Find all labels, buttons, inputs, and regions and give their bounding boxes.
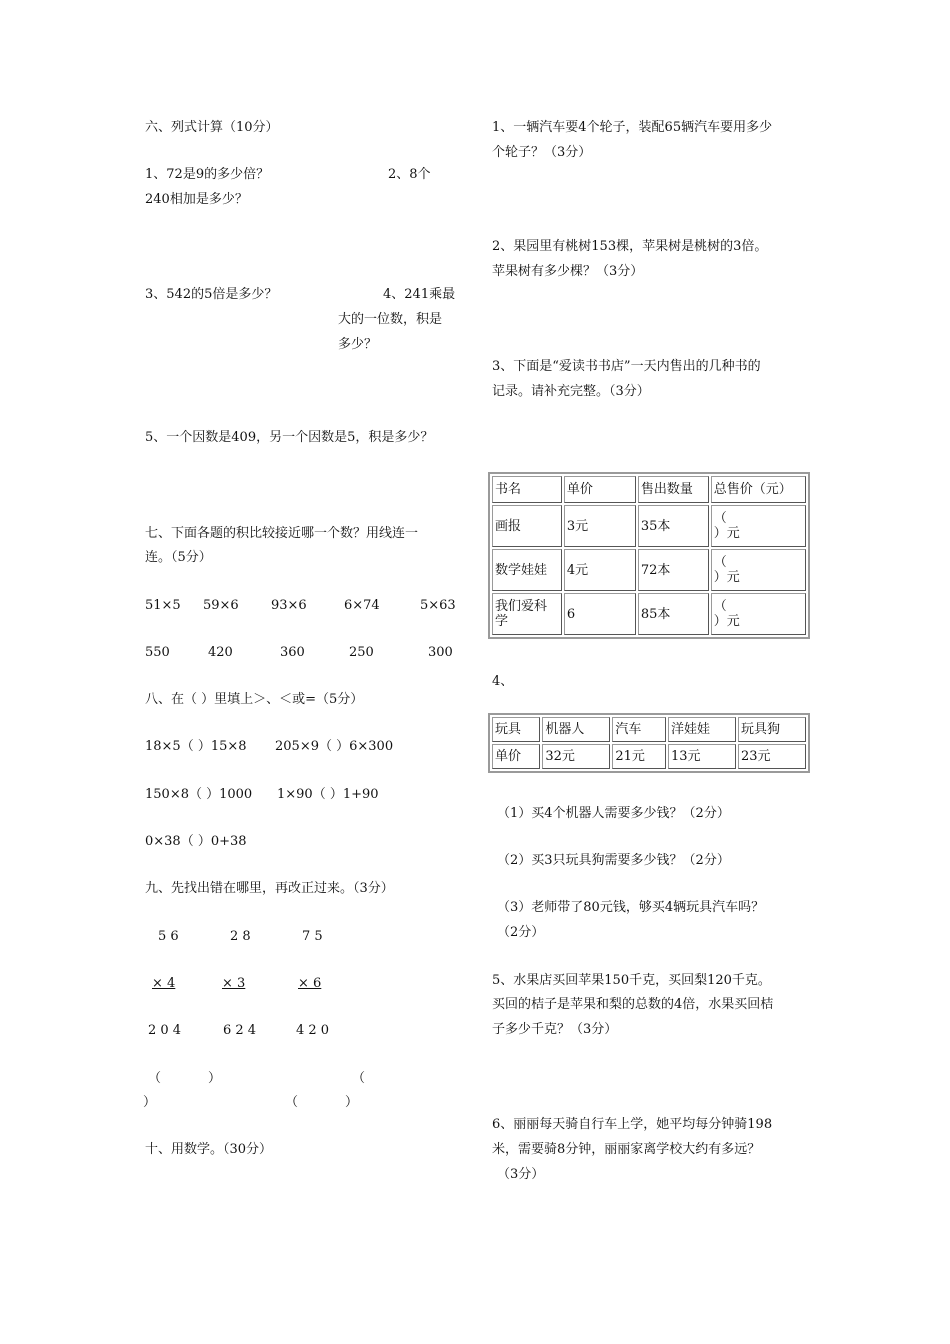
book-name-line2: 学 bbox=[495, 614, 509, 629]
toy-table-cell: 23元 bbox=[738, 744, 806, 769]
blank-open: （ bbox=[713, 511, 727, 526]
s6-question-4-line2: 大的一位数，积是 bbox=[338, 312, 443, 327]
s9-multiplicand: 5 6 bbox=[158, 929, 179, 944]
book-price: 3元 bbox=[564, 505, 636, 547]
r-question-6-line3: （3分） bbox=[497, 1167, 545, 1182]
q4-sub-3-line1: （3）老师带了80元钱，够买4辆玩具汽车吗？ bbox=[497, 900, 765, 915]
r-question-1-line1: 1、一辆汽车要4个轮子，装配65辆汽车要用多少 bbox=[492, 120, 773, 135]
s7-number: 250 bbox=[349, 645, 374, 660]
table-row bbox=[492, 505, 806, 547]
toy-price-table bbox=[488, 713, 810, 773]
s6-question-3: 3、542的5倍是多少？ bbox=[145, 287, 278, 302]
q4-sub-3-line2: （2分） bbox=[497, 925, 545, 940]
book-name-line1: 我们爱科 bbox=[495, 599, 548, 614]
book-quantity: 35本 bbox=[638, 505, 709, 547]
s7-expression: 6×74 bbox=[344, 598, 380, 613]
table-row bbox=[492, 549, 806, 591]
blank-open: （ bbox=[713, 555, 727, 570]
s6-question-2-line2: 240相加是多少？ bbox=[145, 192, 248, 207]
r-question-4: 4、 bbox=[492, 674, 514, 689]
s9-multiplicand: 2 8 bbox=[230, 929, 251, 944]
blank-close: ）元 bbox=[713, 614, 740, 629]
s6-question-2-line1: 2、8个 bbox=[388, 167, 431, 182]
r-question-5-line1: 5、水果店买回苹果150千克，买回梨120千克。 bbox=[492, 973, 771, 988]
book-table-header: 总售价（元） bbox=[711, 476, 806, 503]
s9-multiplier: × 6 bbox=[298, 976, 322, 991]
toy-table-cell: 玩具狗 bbox=[738, 717, 806, 742]
book-table-header: 书名 bbox=[492, 476, 562, 503]
toy-table-cell: 汽车 bbox=[612, 717, 666, 742]
blank-close: ）元 bbox=[713, 526, 740, 541]
toy-table-cell: 13元 bbox=[668, 744, 736, 769]
s9-blank-open: （ bbox=[285, 1095, 299, 1110]
s7-number: 420 bbox=[208, 645, 233, 660]
book-total-blank bbox=[711, 505, 806, 547]
toy-table-cell: 玩具 bbox=[492, 717, 540, 742]
r-question-5-line2: 买回的桔子是苹果和梨的总数的4倍，水果买回桔 bbox=[492, 997, 774, 1012]
s7-expression: 51×5 bbox=[145, 598, 181, 613]
table-row bbox=[492, 593, 806, 635]
r-question-3-line2: 记录。请补充完整。（3分） bbox=[492, 384, 650, 399]
blank-open: （ bbox=[713, 599, 727, 614]
r-question-6-line1: 6、丽丽每天骑自行车上学，她平均每分钟骑198 bbox=[492, 1117, 773, 1132]
s9-multiplicand: 7 5 bbox=[302, 929, 323, 944]
s9-multiplier: × 3 bbox=[222, 976, 246, 991]
toy-table-cell: 单价 bbox=[492, 744, 540, 769]
s9-multiplier: × 4 bbox=[152, 976, 176, 991]
s8-compare-3: 150×8（ ）1000 bbox=[145, 787, 253, 802]
r-question-6-line2: 米，需要骑8分钟，丽丽家离学校大约有多远？ bbox=[492, 1142, 761, 1157]
book-name: 画报 bbox=[492, 505, 562, 547]
s7-number: 360 bbox=[280, 645, 305, 660]
table-row bbox=[492, 717, 806, 742]
s7-expression: 59×6 bbox=[203, 598, 239, 613]
s8-compare-5: 0×38（ ）0+38 bbox=[145, 834, 247, 849]
blank-close: ）元 bbox=[713, 570, 740, 585]
q4-sub-2: （2）买3只玩具狗需要多少钱？（2分） bbox=[497, 853, 730, 868]
book-sales-table bbox=[488, 472, 810, 639]
book-name bbox=[492, 593, 562, 635]
s9-blank-close: ） bbox=[143, 1095, 157, 1110]
toy-table-cell: 21元 bbox=[612, 744, 666, 769]
section-6-title: 六、列式计算（10分） bbox=[145, 120, 279, 135]
book-price: 6 bbox=[564, 593, 636, 635]
s7-number: 300 bbox=[428, 645, 453, 660]
s7-number: 550 bbox=[145, 645, 170, 660]
r-question-5-line3: 子多少千克？（3分） bbox=[492, 1022, 618, 1037]
section-8-title: 八、在（ ）里填上＞、＜或=（5分） bbox=[145, 692, 364, 707]
r-question-1-line2: 个轮子？（3分） bbox=[492, 145, 592, 160]
s9-product: 6 2 4 bbox=[223, 1023, 257, 1038]
book-price: 4元 bbox=[564, 549, 636, 591]
s6-question-1: 1、72是9的多少倍？ bbox=[145, 167, 270, 182]
s8-compare-4: 1×90（ ）1+90 bbox=[277, 787, 379, 802]
r-question-2-line1: 2、果园里有桃树153棵，苹果树是桃树的3倍。 bbox=[492, 239, 768, 254]
q4-sub-1: （1）买4个机器人需要多少钱？（2分） bbox=[497, 806, 730, 821]
s9-product: 2 0 4 bbox=[148, 1023, 182, 1038]
s6-question-4-line1: 4、241乘最 bbox=[383, 287, 456, 302]
toy-table-cell: 洋娃娃 bbox=[668, 717, 736, 742]
s6-question-4-line3: 多少？ bbox=[338, 337, 378, 352]
book-quantity: 72本 bbox=[638, 549, 709, 591]
book-table-header: 售出数量 bbox=[638, 476, 709, 503]
s9-blank-open: （ bbox=[148, 1071, 162, 1086]
s9-blank-close: ） bbox=[208, 1071, 222, 1086]
s9-product: 4 2 0 bbox=[296, 1023, 330, 1038]
section-7-title-line2: 连。（5分） bbox=[145, 550, 212, 565]
toy-table-cell: 机器人 bbox=[542, 717, 610, 742]
s9-blank-close: ） bbox=[345, 1095, 359, 1110]
book-name: 数学娃娃 bbox=[492, 549, 562, 591]
r-question-3-line1: 3、下面是“爱读书书店”一天内售出的几种书的 bbox=[492, 359, 761, 374]
s8-compare-1: 18×5（ ）15×8 bbox=[145, 739, 247, 754]
s7-expression: 93×6 bbox=[271, 598, 307, 613]
table-row bbox=[492, 744, 806, 769]
section-9-title: 九、先找出错在哪里，再改正过来。（3分） bbox=[145, 881, 394, 896]
book-total-blank bbox=[711, 549, 806, 591]
s6-question-5: 5、一个因数是409，另一个因数是5，积是多少？ bbox=[145, 430, 434, 445]
section-7-title-line1: 七、下面各题的积比较接近哪一个数？用线连一 bbox=[145, 526, 419, 541]
section-10-title: 十、用数学。（30分） bbox=[145, 1142, 273, 1157]
s8-compare-2: 205×9（ ）6×300 bbox=[275, 739, 394, 754]
s9-blank-open: （ bbox=[352, 1071, 366, 1086]
book-table-header: 单价 bbox=[564, 476, 636, 503]
book-total-blank bbox=[711, 593, 806, 635]
toy-table-cell: 32元 bbox=[542, 744, 610, 769]
book-quantity: 85本 bbox=[638, 593, 709, 635]
s7-expression: 5×63 bbox=[420, 598, 456, 613]
r-question-2-line2: 苹果树有多少棵？（3分） bbox=[492, 264, 644, 279]
